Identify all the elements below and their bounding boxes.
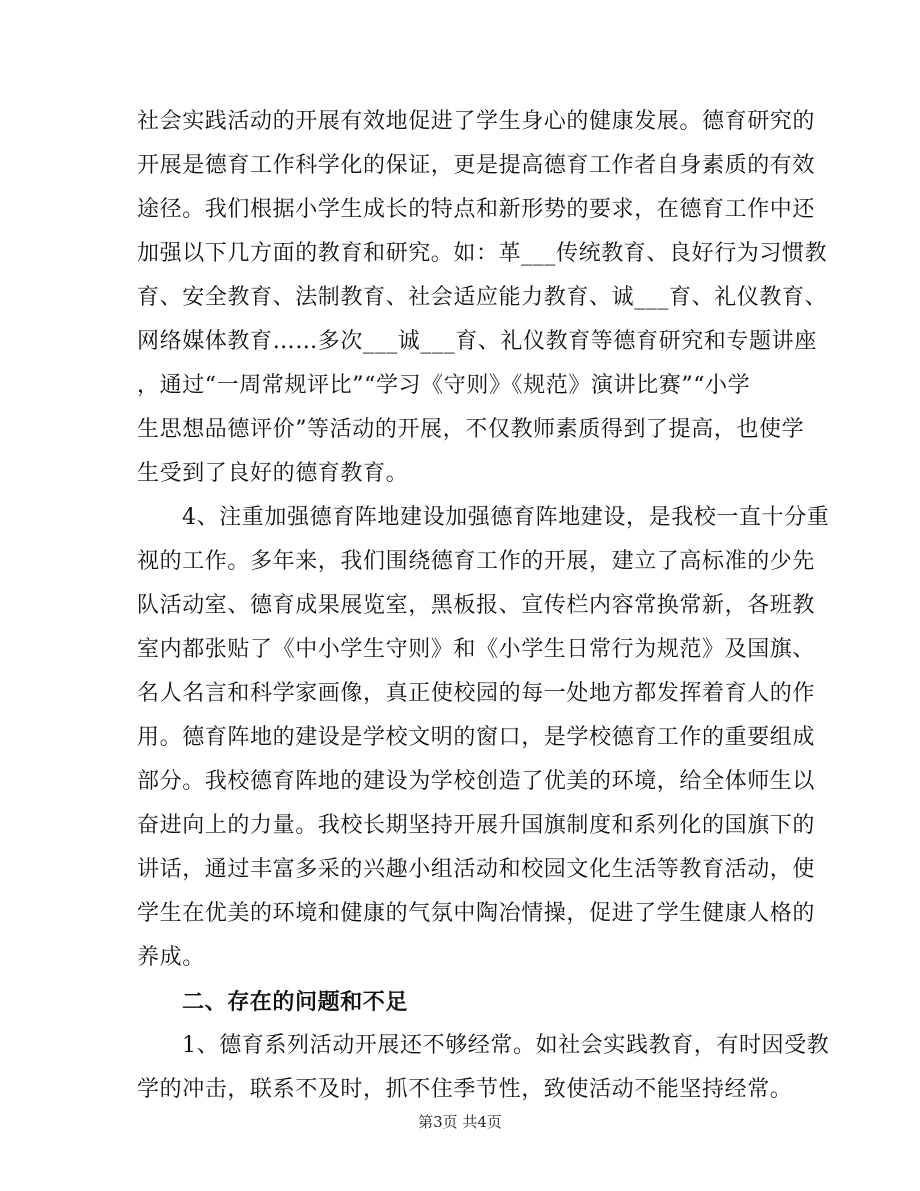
paragraph-2-line-6: 用。德育阵地的建设是学校文明的窗口，是学校德育工作的重要组成 <box>137 725 816 750</box>
paragraph-1-line-4: 加强以下几方面的教育和研究。如：革___传统教育、良好行为习惯教 <box>137 241 828 266</box>
paragraph-3-line-2: 学的冲击，联系不及时，抓不住季节性，致使活动不能坚持经常。 <box>137 1077 793 1102</box>
paragraph-2-line-5: 名人名言和科学家画像，真正使校园的每一处地方都发挥着育人的作 <box>137 681 816 706</box>
paragraph-2-line-7: 部分。我校德育阵地的建设为学校创造了优美的环境，给全体师生以 <box>137 769 816 794</box>
paragraph-2-line-9: 讲话，通过丰富多采的兴趣小组活动和校园文化生活等教育活动，使 <box>137 857 816 882</box>
paragraph-2-line-1: 4、注重加强德育阵地建设加强德育阵地建设，是我校一直十分重 <box>182 505 830 530</box>
paragraph-1-line-7: ，通过“一周常规评比”“学习《守则》《规范》演讲比赛”“小学 <box>137 373 751 398</box>
paragraph-1-line-5: 育、安全教育、法制教育、社会适应能力教育、诚___育、礼仪教育、 <box>137 285 828 310</box>
paragraph-2-line-8: 奋进向上的力量。我校长期坚持开展升国旗制度和系列化的国旗下的 <box>137 813 816 838</box>
section-heading: 二、存在的问题和不足 <box>182 989 409 1015</box>
paragraph-1-line-8: 生思想品德评价”等活动的开展，不仅教师素质得到了提高，也使学 <box>137 417 805 442</box>
paragraph-3-line-1: 1、德育系列活动开展还不够经常。如社会实践教育，有时因受教 <box>182 1033 830 1058</box>
paragraph-2-line-2: 视的工作。多年来，我们围绕德育工作的开展，建立了高标准的少先 <box>137 549 816 574</box>
paragraph-1-line-3: 途径。我们根据小学生成长的特点和新形势的要求，在德育工作中还 <box>137 197 816 222</box>
paragraph-1-line-2: 开展是德育工作科学化的保证，更是提高德育工作者自身素质的有效 <box>137 153 816 178</box>
page-number-footer: 第3页 共4页 <box>418 1113 502 1131</box>
paragraph-2-line-3: 队活动室、德育成果展览室，黑板报、宣传栏内容常换常新，各班教 <box>137 593 816 618</box>
paragraph-2-line-4: 室内都张贴了《中小学生守则》和《小学生日常行为规范》及国旗、 <box>137 637 816 662</box>
paragraph-1-line-1: 社会实践活动的开展有效地促进了学生身心的健康发展。德育研究的 <box>137 109 816 134</box>
paragraph-1-line-9: 生受到了良好的德育教育。 <box>137 461 409 486</box>
paragraph-2-line-11: 养成。 <box>137 945 205 970</box>
paragraph-1-line-6: 网络媒体教育……多次___诚___育、礼仪教育等德育研究和专题讲座 <box>137 329 817 354</box>
paragraph-2-line-10: 学生在优美的环境和健康的气氛中陶冶情操，促进了学生健康人格的 <box>137 901 816 926</box>
